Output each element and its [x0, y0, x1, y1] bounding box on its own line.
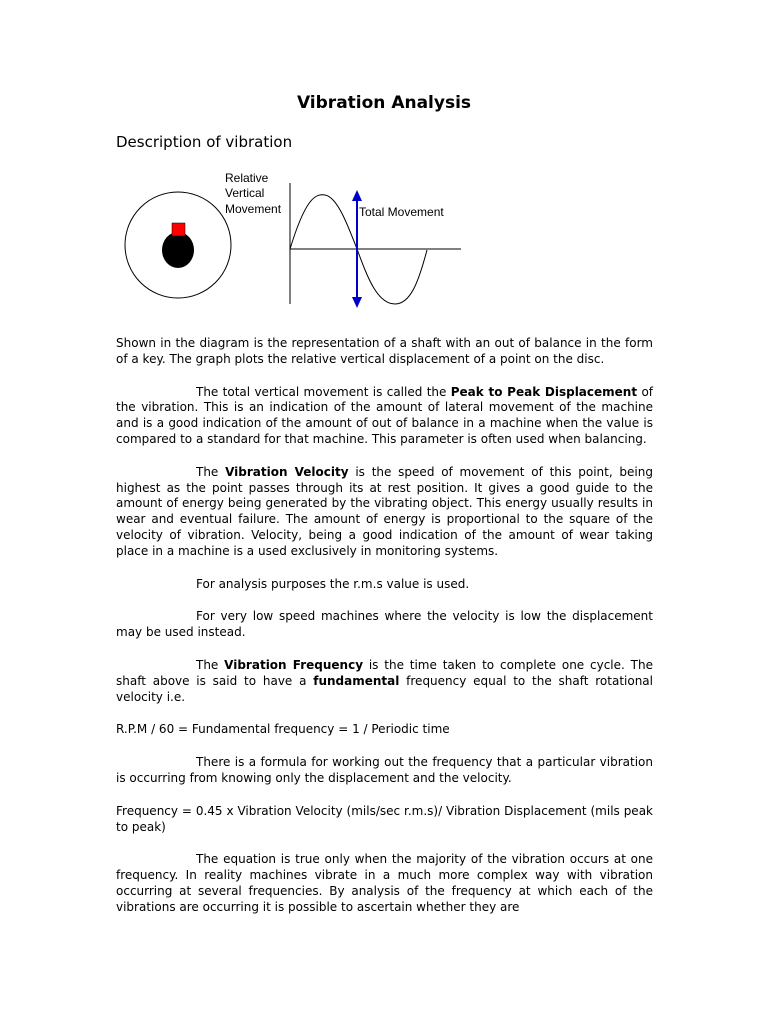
- term-fundamental: fundamental: [313, 673, 400, 688]
- label-vertical: Vertical: [225, 186, 265, 200]
- paragraph-1: Shown in the diagram is the representation of a shaft with an out of balance in the form of a key. The graph plots the relative vertical displacement of a point on the disc.: [116, 336, 653, 366]
- label-movement: Movement: [225, 202, 282, 216]
- term-vibration-frequency: Vibration Frequency: [224, 657, 364, 672]
- page-title: Vibration Analysis: [296, 93, 472, 113]
- paragraph-6: The Vibration Frequency is the time taken to complete one cycle. The shaft above is said to have a fundamental frequency equal to the shaft rotational velocity i.e.: [116, 657, 653, 704]
- paragraph-5: For very low speed machines where the velocity is low the displacement may be used instead.: [116, 609, 653, 640]
- term-vibration-velocity: Vibration Velocity: [225, 464, 349, 479]
- body-text: [116, 336, 653, 933]
- paragraph-10: The equation is true only when the majority of the vibration occurs at one frequency. In reality machines vibrate in a much more complex way with vibration occurring at several frequencies. By analysis of the frequency at which each of the vibrations are occurring it is possible to ascertain whether they are: [116, 852, 653, 914]
- paragraph-2: The total vertical movement is called the Peak to Peak Displacement of the vibration. This is an indication of the amount of lateral movement of the machine and is a good indication of the amount of out of balance in a machine when the value is compared to a standard for that machine. This parameter is often used when balancing.: [116, 384, 654, 446]
- term-peak-to-peak: Peak to Peak Displacement: [450, 384, 638, 399]
- paragraph-7: R.P.M / 60 = Fundamental frequency = 1 / Periodic time: [116, 722, 450, 737]
- paragraph-4: For analysis purposes the r.m.s value is used.: [196, 576, 470, 591]
- paragraph-8: There is a formula for working out the frequency that a particular vibration is occurring from knowing only the displacement and the velocity.: [116, 755, 653, 785]
- vibration-diagram: [115, 168, 465, 310]
- key-marker: [172, 223, 185, 236]
- paragraph-3: The Vibration Velocity is the speed of movement of this point, being highest as the point passes through its at rest position. It gives a good guide to the amount of energy being generated by the vibrating object. This energy usually results in wear and eventual failure. The amount of energy is proportional to the square of the velocity of vibration. Velocity, being a good indication of the amount of wear taking place in a machine is a used exclusively in monitoring systems.: [116, 464, 653, 558]
- section-heading: Description of vibration: [116, 133, 293, 151]
- label-relative: Relative: [225, 171, 269, 185]
- label-total-movement: Total Movement: [359, 205, 444, 219]
- shaft: [162, 232, 194, 268]
- paragraph-9: Frequency = 0.45 x Vibration Velocity (mils/sec r.m.s)/ Vibration Displacement (mils peak to peak): [116, 803, 653, 834]
